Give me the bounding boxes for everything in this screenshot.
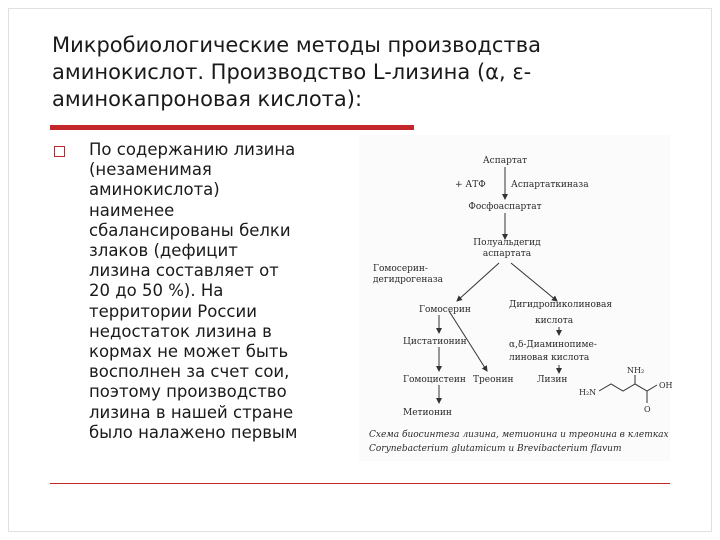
node-aspartokinase: Аспартаткиназа: [511, 180, 589, 190]
biosynthesis-scheme: [359, 135, 673, 461]
node-phosphoaspartate: Фосфоаспартат: [468, 202, 542, 212]
node-aspartate: Аспартат: [482, 156, 528, 166]
bullet-line: восполнен за счет сои,: [89, 362, 290, 382]
bullet-line: лизина составляет от: [89, 261, 279, 281]
bullet-line: (незаменимая: [89, 160, 212, 180]
bullet-line: лизина в нашей стране: [89, 402, 294, 422]
node-homoserine-dh-1: Гомосерин-: [373, 264, 428, 274]
node-dihydropicolinate-1: Дигидропиколиновая: [509, 300, 613, 310]
node-atp: + АТФ: [455, 180, 486, 190]
lysine-structure-icon: [579, 366, 673, 414]
molecule-oh: OH: [659, 381, 673, 390]
node-diaminopimelate-1: α,δ-Диаминопиме-: [509, 340, 597, 350]
node-semialdehyde-1: Полуальдегид: [473, 238, 541, 248]
title-line: аминокислот. Производство L-лизина (α, ε-: [52, 60, 532, 84]
bullet-line: недостаток лизина в: [89, 321, 272, 341]
bullet-line: По содержанию лизина: [89, 140, 296, 159]
bullet-line: кормах не может быть: [89, 342, 289, 362]
node-lysine: Лизин: [537, 375, 568, 385]
bullet-line: наименее: [89, 200, 175, 220]
molecule-h2n: H₂N: [579, 388, 597, 397]
bullet-text: [89, 140, 297, 443]
node-threonine: Треонин: [473, 375, 514, 385]
scheme-caption-line-2: Corynebacterium glutamicum и Brevibacterium flavum: [369, 444, 622, 454]
bullet-line: 20 до 50 %). На: [89, 281, 224, 301]
scheme-caption-line-1: Схема биосинтеза лизина, метионина и треонина в клетках: [369, 430, 669, 440]
bullet-square-icon: [54, 146, 65, 157]
node-methionine: Метионин: [403, 408, 452, 418]
arrow-to-homoserine: [457, 263, 499, 301]
footer-rule: [50, 483, 670, 484]
slide-title: [52, 32, 672, 113]
bullet-line: аминокислота): [89, 180, 220, 200]
molecule-nh2: NH₂: [627, 366, 645, 375]
node-cystathionine: Цистатионин: [403, 337, 467, 347]
node-homoserine: Гомосерин: [419, 305, 471, 315]
title-line: аминокапроновая кислота):: [52, 87, 363, 111]
bullet-line: злаков (дефицит: [89, 241, 238, 261]
bullet-line: было налажено первым: [89, 422, 298, 442]
pathway-labels: [373, 156, 612, 418]
bullet-line: поэтому производство: [89, 382, 287, 402]
node-diaminopimelate-2: линовая кислота: [509, 353, 590, 363]
node-homoserine-dh-2: дегидрогеназа: [373, 275, 443, 285]
bullet-line: территории России: [89, 301, 257, 321]
node-dihydropicolinate-2: кислота: [535, 316, 574, 326]
title-underline: [50, 125, 414, 130]
scheme-diagram: [359, 135, 673, 461]
bullet-line: сбалансированы белки: [89, 220, 291, 240]
node-homocysteine: Гомоцистеин: [403, 375, 466, 385]
title-line: Микробиологические методы производства: [52, 33, 541, 57]
arrow-to-dihydro: [511, 263, 557, 301]
molecule-o: O: [644, 405, 651, 414]
node-semialdehyde-2: аспартата: [482, 249, 532, 259]
